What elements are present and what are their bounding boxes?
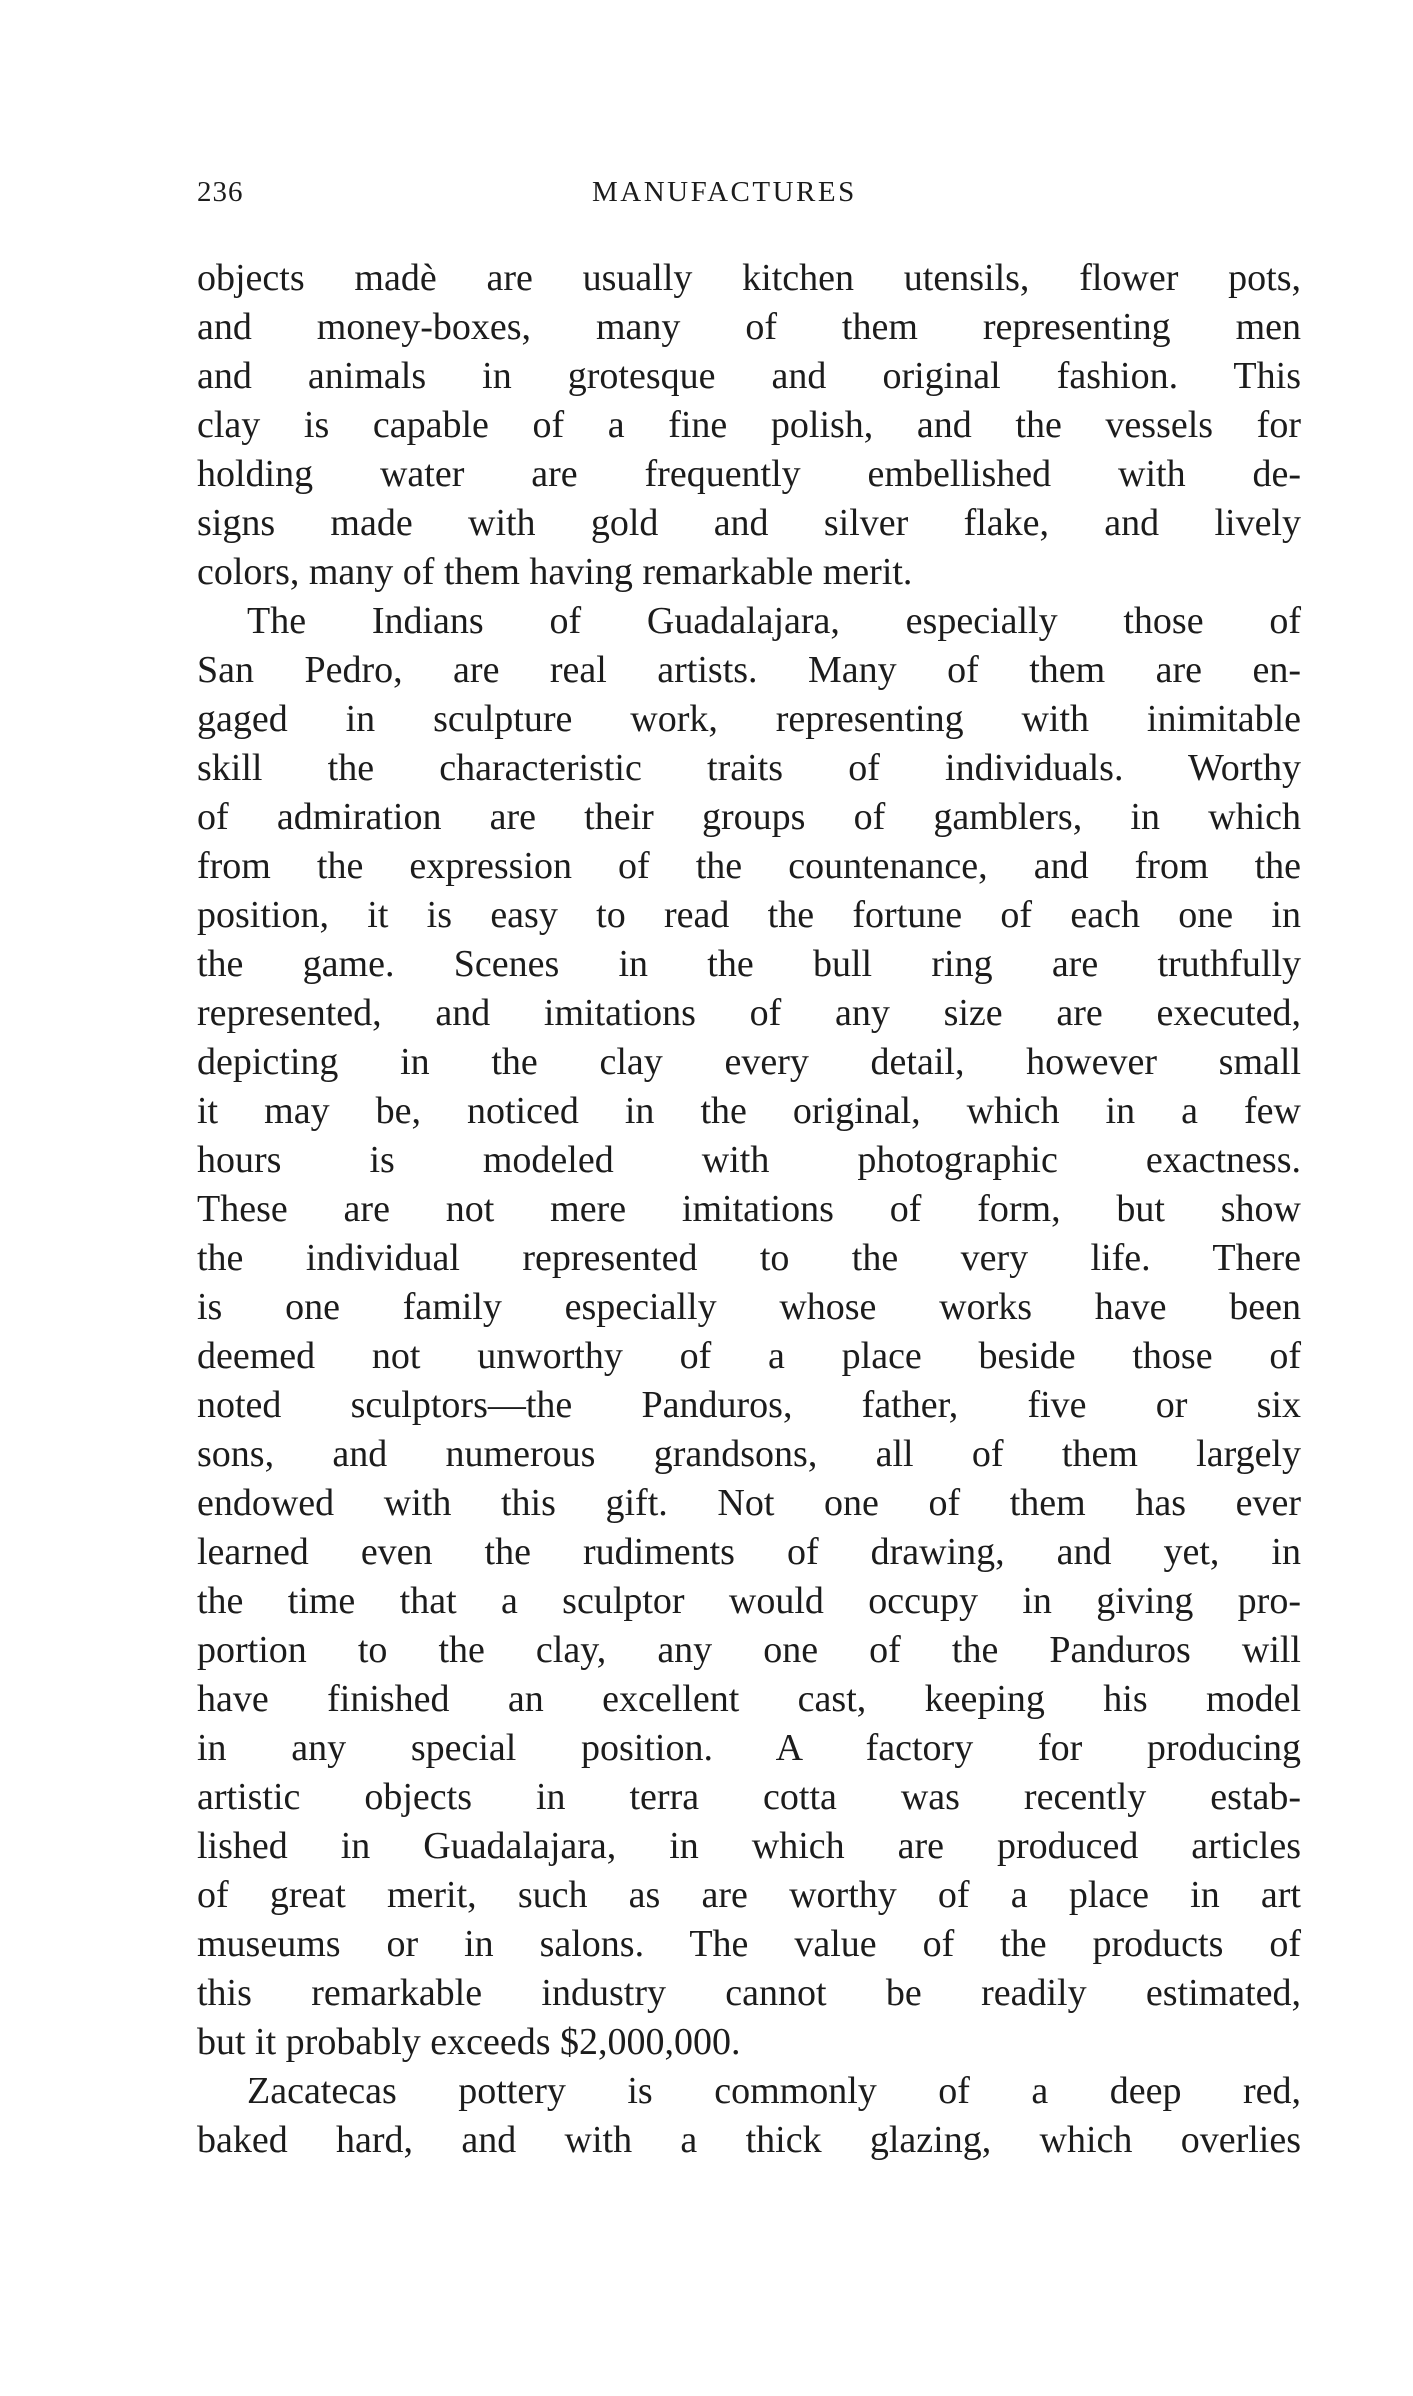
body-text [197, 254, 1301, 2165]
text-line: museums or in salons. The value of the products of [197, 1923, 1301, 1965]
text-line: learned even the rudiments of drawing, and yet, in [197, 1531, 1301, 1573]
text-line: skill the characteristic traits of individuals. Worthy [197, 747, 1301, 789]
text-line: artistic objects in terra cotta was recently estab- [197, 1776, 1301, 1818]
text-line: San Pedro, are real artists. Many of them are en- [197, 649, 1301, 691]
text-line: it may be, noticed in the original, which in a few [197, 1090, 1301, 1132]
text-line: holding water are frequently embellished with de- [197, 453, 1301, 495]
page-number: 236 [197, 176, 244, 208]
text-line: represented, and imitations of any size are executed, [197, 992, 1301, 1034]
text-line: position, it is easy to read the fortune of each one in [197, 894, 1301, 936]
text-line: of great merit, such as are worthy of a place in art [197, 1874, 1301, 1916]
text-line: the individual represented to the very life. There [197, 1237, 1301, 1279]
text-line: colors, many of them having remarkable merit. [197, 551, 913, 593]
text-line: objects madè are usually kitchen utensils, flower pots, [197, 257, 1301, 299]
text-line: this remarkable industry cannot be readily estimated, [197, 1972, 1301, 2014]
text-line: depicting in the clay every detail, however small [197, 1041, 1301, 1083]
text-line: These are not mere imitations of form, but show [197, 1188, 1301, 1230]
paragraph-start-line: The Indians of Guadalajara, especially those of [247, 600, 1301, 642]
text-line: the time that a sculptor would occupy in giving pro- [197, 1580, 1301, 1622]
text-line: lished in Guadalajara, in which are produced articles [197, 1825, 1301, 1867]
text-line: of admiration are their groups of gamblers, in which [197, 796, 1301, 838]
text-line: have finished an excellent cast, keeping his model [197, 1678, 1301, 1720]
text-line: clay is capable of a fine polish, and the vessels for [197, 404, 1301, 446]
running-head: MANUFACTURES [592, 176, 857, 208]
text-line: noted sculptors—the Panduros, father, five or six [197, 1384, 1301, 1426]
text-line: deemed not unworthy of a place beside those of [197, 1335, 1301, 1377]
text-line: but it probably exceeds $2,000,000. [197, 2021, 741, 2063]
page-header [197, 176, 1297, 216]
text-line: from the expression of the countenance, and from the [197, 845, 1301, 887]
text-line: signs made with gold and silver flake, and lively [197, 502, 1301, 544]
text-line: sons, and numerous grandsons, all of them largely [197, 1433, 1301, 1475]
text-line: and animals in grotesque and original fashion. This [197, 355, 1301, 397]
text-line: baked hard, and with a thick glazing, which overlies [197, 2119, 1301, 2161]
text-line: gaged in sculpture work, representing with inimitable [197, 698, 1301, 740]
text-line: and money-boxes, many of them representing men [197, 306, 1301, 348]
text-line: in any special position. A factory for producing [197, 1727, 1301, 1769]
text-line: portion to the clay, any one of the Panduros will [197, 1629, 1301, 1671]
text-line: is one family especially whose works have been [197, 1286, 1301, 1328]
text-line: endowed with this gift. Not one of them has ever [197, 1482, 1301, 1524]
text-line: the game. Scenes in the bull ring are truthfully [197, 943, 1301, 985]
text-line: hours is modeled with photographic exactness. [197, 1139, 1301, 1181]
paragraph-start-line: Zacatecas pottery is commonly of a deep red, [247, 2070, 1301, 2112]
